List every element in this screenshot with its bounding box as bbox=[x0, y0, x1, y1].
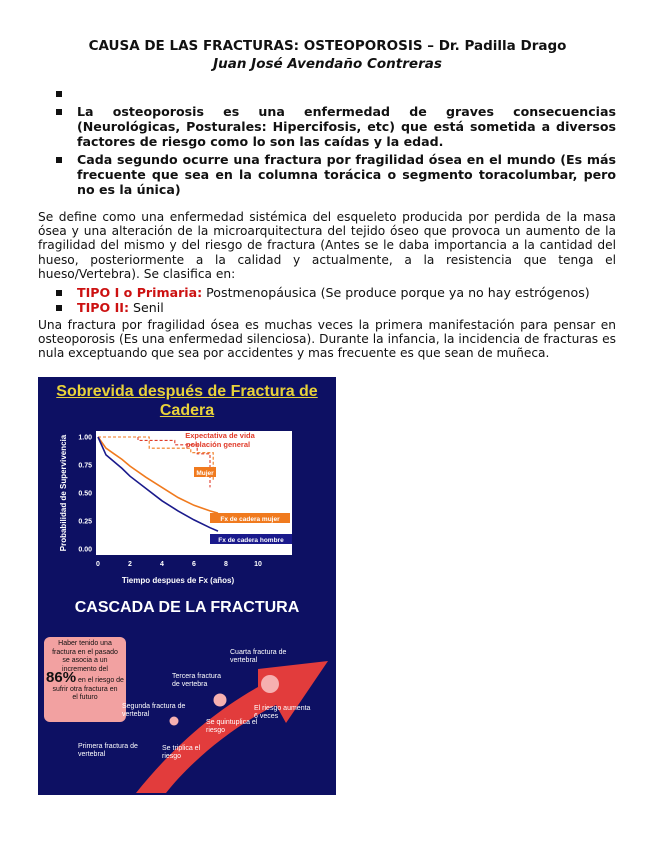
y-axis-label: Probabilidad de Supervivencia bbox=[59, 434, 68, 552]
type-item-primary bbox=[54, 285, 616, 300]
cascade-label-risk2: Se quintuplica el riesgo bbox=[206, 719, 258, 734]
cascade-label-risk3: El riesgo aumenta 6 veces bbox=[254, 705, 311, 720]
survival-title-line2: Cadera bbox=[159, 402, 215, 419]
legend-fx-hombre-label: Fx de cadera hombre bbox=[218, 537, 284, 544]
cascade-label-fourth: Cuarta fractura de vertebral bbox=[230, 649, 287, 664]
bullet-fracture-frequency bbox=[54, 152, 616, 197]
x-tick-label: 8 bbox=[224, 561, 228, 568]
bullet-square-icon bbox=[56, 290, 62, 296]
bullet-square-icon bbox=[56, 91, 62, 97]
survival-title-line1: Sobrevida después de Fractura de bbox=[56, 383, 318, 400]
x-tick-label: 2 bbox=[128, 561, 132, 568]
cascade-label-second: Segunda fractura de vertebral bbox=[122, 703, 186, 718]
x-tick-label: 0 bbox=[96, 561, 100, 568]
bullet-square-icon bbox=[56, 109, 62, 115]
y-tick-label: 0.75 bbox=[78, 462, 92, 470]
risk-percentage: 86% bbox=[46, 669, 77, 686]
y-tick-label: 0.00 bbox=[78, 546, 92, 554]
legend-fx-mujer bbox=[210, 513, 290, 523]
intro-bullet-list bbox=[54, 86, 616, 197]
fracture-paragraph: Una fractura por fragilidad ósea es muchas veces la primera manifestación para pensar en osteoporosis (Es una enfermedad silenciosa). Durante la infancia, la incidencia de fracturas es nula exceptuando que sea por accidentes y mas frecuente es que sean de muñeca. bbox=[38, 318, 616, 361]
definition-paragraph: Se define como una enfermedad sistémica del esqueleto producida por perdida de la masa ósea y una alteración de la microarquitectura del tejido óseo que provoca un aumento de la fragilidad del mismo y del riesgo de fractura (Antes se le daba importancia a la cantidad del hueso, posteriormente a la calidad y actualmente, a la resistencia que tenga el hueso/Vertebra). Se clasifica en: bbox=[38, 210, 616, 281]
document-title: CAUSA DE LAS FRACTURAS: OSTEOPOROSIS – Dr. Padilla Drago bbox=[88, 38, 567, 54]
type-text: Postmenopáusica (Se produce porque ya no hay estrógenos) bbox=[202, 285, 590, 300]
cascade-dot-fourth bbox=[261, 675, 279, 693]
type-label: TIPO II: bbox=[77, 300, 130, 315]
bullet-square-icon bbox=[56, 157, 62, 163]
survival-chart bbox=[38, 425, 336, 590]
type-text: Senil bbox=[129, 300, 164, 315]
bullet-text: Cada segundo ocurre una fractura por fragilidad ósea en el mundo (Es más frecuente que sea en la columna torácica o segmento toracolumbar, pero no es la única) bbox=[77, 152, 616, 197]
bullet-osteoporosis-consequences bbox=[54, 104, 616, 149]
x-tick-label: 6 bbox=[192, 561, 196, 568]
cascade-title: CASCADA DE LA FRACTURA bbox=[74, 599, 300, 616]
bullet-text: La osteoporosis es una enfermedad de graves consecuencias (Neurológicas, Posturales: Hipercifosis, etc) que está sometida a diversos factores de riesgo como lo son las caídas y la edad. bbox=[77, 104, 616, 149]
cascade-label-risk1: Se triplica el riesgo bbox=[162, 745, 201, 760]
cascade-dot-third bbox=[214, 694, 227, 707]
type-item-senile bbox=[54, 300, 616, 315]
x-tick-label: 4 bbox=[160, 561, 164, 568]
y-tick-label: 0.50 bbox=[78, 490, 92, 498]
cascade-label-third: Tercera fractura de vertebra bbox=[172, 673, 222, 688]
bullet-square-icon bbox=[56, 305, 62, 311]
types-list bbox=[54, 285, 616, 315]
document-author: Juan José Avendaño Contreras bbox=[213, 56, 442, 72]
bullet-empty bbox=[54, 86, 616, 101]
slide-figure bbox=[38, 377, 336, 795]
legend-fx-hombre bbox=[210, 534, 292, 544]
legend-fx-mujer-label: Fx de cadera mujer bbox=[220, 516, 280, 523]
x-axis-label: Tiempo despues de Fx (años) bbox=[121, 576, 235, 585]
legend-mujer bbox=[194, 467, 216, 477]
cascade-label-first: Primera fractura de vertebral bbox=[78, 743, 138, 758]
type-label: TIPO I o Primaria: bbox=[77, 285, 203, 300]
risk-info-box: Haber tenido una fractura en el pasado se asocia a un incremento del 86% en el riesgo de sufrir otra fractura en el futuro bbox=[44, 637, 126, 722]
y-tick-label: 0.25 bbox=[78, 518, 92, 526]
annotation-expectancy-line2: población general bbox=[185, 440, 251, 449]
y-tick-label: 1.00 bbox=[78, 434, 92, 442]
legend-mujer-label: Mujer bbox=[196, 470, 214, 477]
x-tick-label: 10 bbox=[254, 561, 262, 568]
annotation-expectancy-line1: Expectativa de vida bbox=[185, 431, 255, 440]
